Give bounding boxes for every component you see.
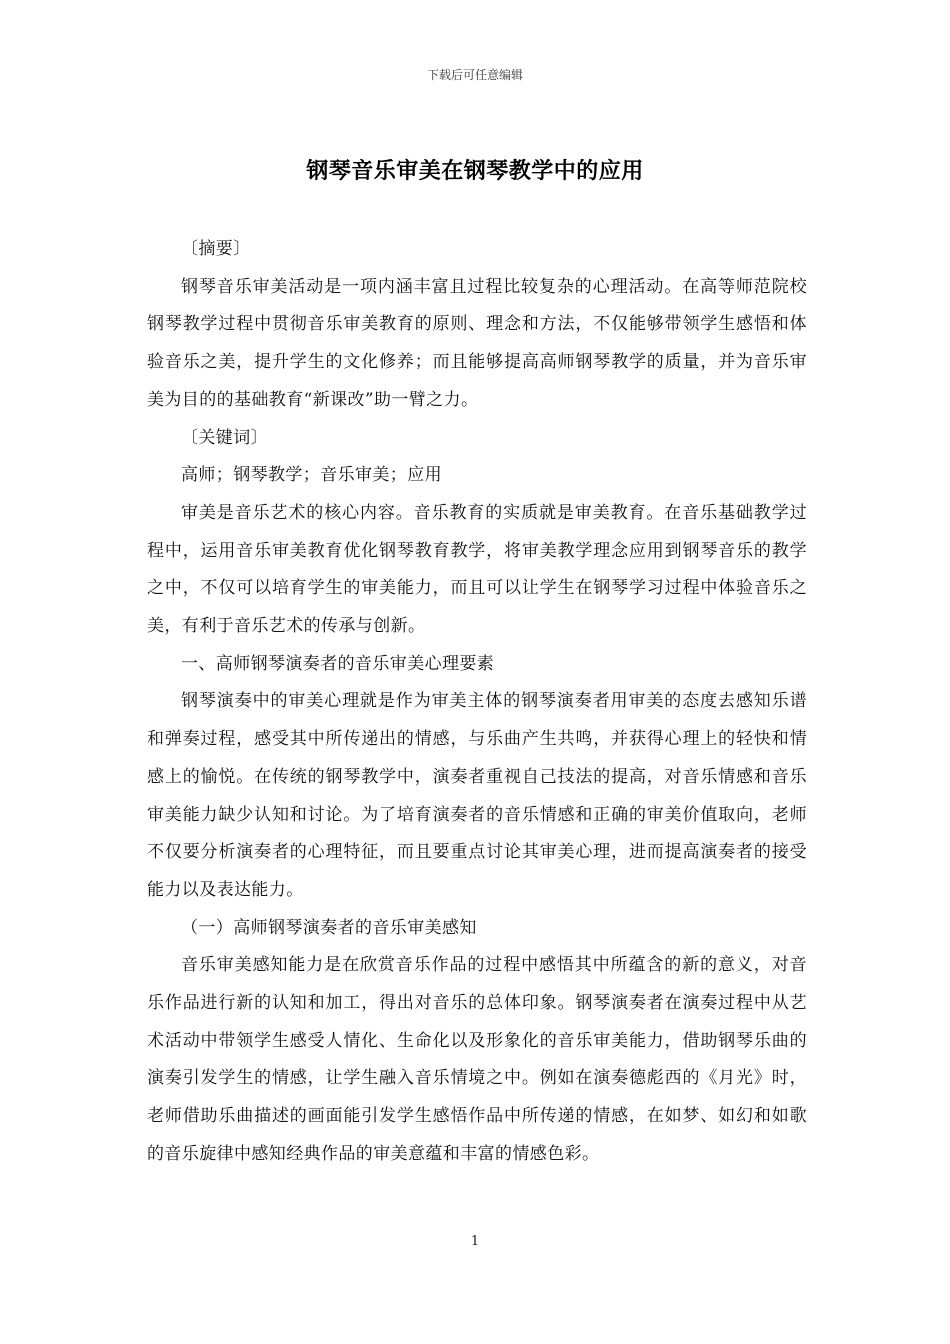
subsection-heading-1: （一）高师钢琴演奏者的音乐审美感知: [181, 917, 477, 938]
abstract-heading: 〔摘要〕: [181, 239, 251, 259]
section-heading-1: 一、高师钢琴演奏者的音乐审美心理要素: [181, 653, 495, 674]
page-number: 1: [470, 1234, 480, 1249]
abstract-paragraph: 钢琴音乐审美活动是一项内涵丰富且过程比较复杂的心理活动。在高等师范院校钢琴教学过程中贯彻音乐审美教育的原则、理念和方法，不仅能够带领学生感悟和体验音乐之美，提升学生的文化修养；而且能够提高高师钢琴教学的质量，并为音乐审美为目的的基础教育“新课改”助一臂之力。: [147, 276, 807, 410]
document-title: 钢琴音乐审美在钢琴教学中的应用: [306, 158, 644, 184]
header-note: 下载后可任意编辑: [426, 68, 523, 82]
keywords-heading: 〔关键词〕: [181, 427, 268, 448]
document-body: [147, 231, 807, 1174]
keywords-paragraph: 高师；钢琴教学；音乐审美；应用: [181, 465, 442, 486]
subsection-1-paragraph: 音乐审美感知能力是在欣赏音乐作品的过程中感悟其中所蕴含的新的意义，对音乐作品进行新的认知和加工，得出对音乐的总体印象。钢琴演奏者在演奏过程中从艺术活动中带领学生感受人情化、生命化以及形象化的音乐审美能力，借助钢琴乐曲的演奏引发学生的情感，让学生融入音乐情境之中。例如在演奏德彪西的《月光》时，老师借助乐曲描述的画面能引发学生感悟作品中所传递的情感，在如梦、如幻和如歌的音乐旋律中感知经典作品的审美意蕴和丰富的情感色彩。: [147, 955, 807, 1164]
section-1-paragraph: 钢琴演奏中的审美心理就是作为审美主体的钢琴演奏者用审美的态度去感知乐谱和弹奏过程，感受其中所传递出的情感，与乐曲产生共鸣，并获得心理上的轻快和情感上的愉悦。在传统的钢琴教学中，演奏者重视自己技法的提高，对音乐情感和音乐审美能力缺少认知和讨论。为了培育演奏者的音乐情感和正确的审美价值取向，老师不仅要分析演奏者的心理特征，而且要重点讨论其审美心理，进而提高演奏者的接受能力以及表达能力。: [147, 691, 807, 900]
intro-paragraph: 审美是音乐艺术的核心内容。音乐教育的实质就是审美教育。在音乐基础教学过程中，运用音乐审美教育优化钢琴教育教学，将审美教学理念应用到钢琴音乐的教学之中，不仅可以培育学生的审美能力，而且可以让学生在钢琴学习过程中体验音乐之美，有利于音乐艺术的传承与创新。: [147, 502, 807, 637]
